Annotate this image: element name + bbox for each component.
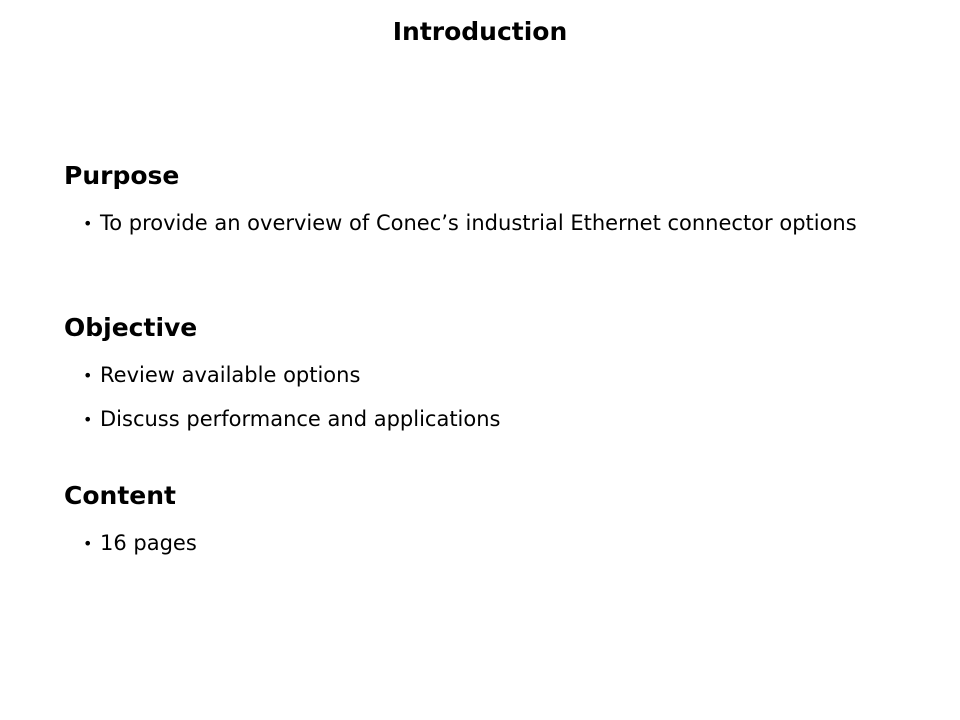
bullet-text: Discuss performance and applications: [100, 407, 501, 431]
purpose-bullet-list: [64, 209, 884, 238]
bullet-icon: •: [83, 534, 93, 553]
section-heading-content: Content: [64, 481, 176, 510]
list-item: [64, 529, 884, 558]
list-item: [64, 405, 884, 434]
bullet-text: To provide an overview of Conec’s industrial Ethernet connector options: [100, 211, 857, 235]
section-objective: [64, 313, 884, 434]
bullet-icon: •: [83, 366, 93, 385]
objective-bullet-list: [64, 361, 884, 434]
bullet-text: Review available options: [100, 363, 361, 387]
content-bullet-list: [64, 529, 884, 558]
bullet-icon: •: [83, 214, 93, 233]
bullet-icon: •: [83, 410, 93, 429]
section-purpose: [64, 161, 884, 238]
list-item: [64, 209, 884, 238]
list-item: [64, 361, 884, 390]
section-heading-objective: Objective: [64, 313, 198, 342]
bullet-text: 16 pages: [100, 531, 197, 555]
section-heading-purpose: Purpose: [64, 161, 180, 190]
section-content: [64, 481, 884, 558]
slide-title: Introduction: [392, 17, 568, 46]
